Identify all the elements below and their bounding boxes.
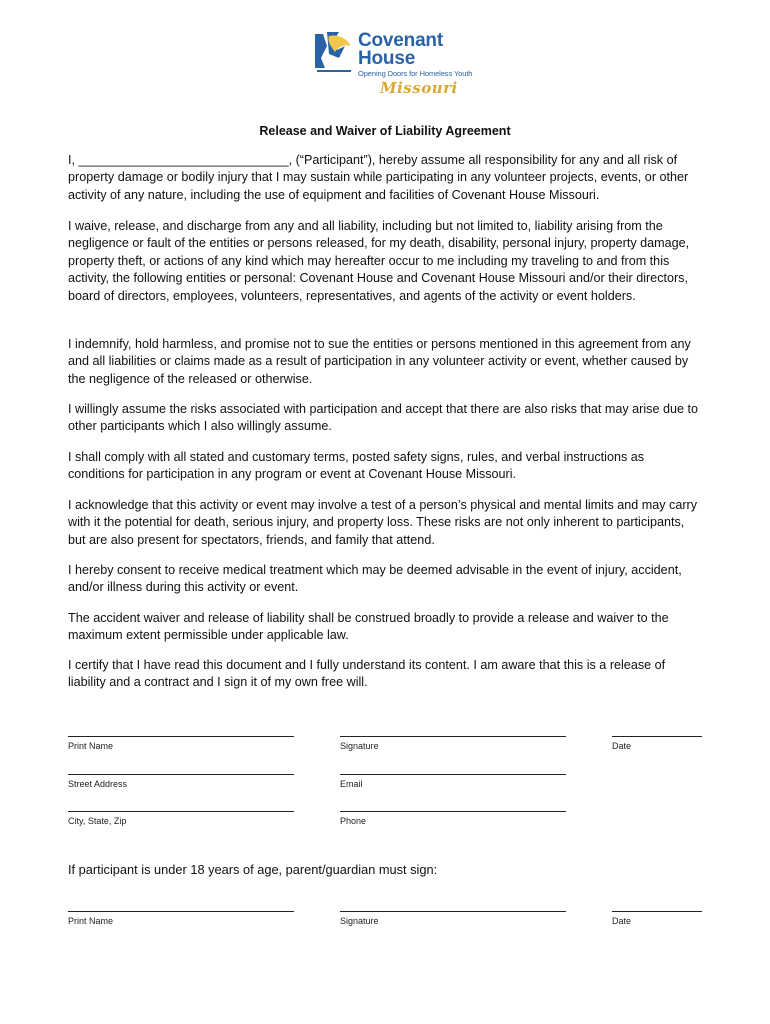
paragraph-participant-assumption: I, ______________________________, (“Participant”), hereby assume all responsibility for any and all risk of property damage or bodily injury that I may sustain while participating in any volunteer projects, events, or other activity of any nature, including the use of equipment and facilities of Covenant House Missouri.	[68, 153, 689, 202]
signature-label: Signature	[340, 741, 379, 751]
email-label: Email	[340, 779, 363, 789]
guardian-signature-line[interactable]	[340, 911, 566, 912]
logo-name-line1: Covenant	[358, 30, 443, 51]
street-address-line[interactable]	[68, 774, 294, 775]
guardian-print-name-label: Print Name	[68, 916, 114, 926]
date-label: Date	[612, 741, 632, 751]
phone-line[interactable]	[340, 811, 566, 812]
city-state-zip-label: City, State, Zip	[68, 816, 127, 826]
logo-name-line2: House	[358, 48, 416, 69]
logo-state: Missouri	[380, 79, 458, 97]
phone-label: Phone	[340, 816, 367, 826]
signature-line[interactable]	[340, 736, 566, 737]
paragraph-construed-broadly: The accident waiver and release of liability shall be construed broadly to provide a release and waiver to the maximum extent permissible under applicable law.	[68, 611, 669, 643]
street-address-label: Street Address	[68, 779, 128, 789]
guardian-date-label: Date	[612, 916, 632, 926]
paragraph-comply: I shall comply with all stated and customary terms, posted safety signs, rules, and verbal instructions as conditions for participation in any program or event at Covenant House Missouri.	[68, 450, 645, 482]
logo-tagline: Opening Doors for Homeless Youth	[358, 69, 473, 78]
dove-emblem-icon	[311, 28, 355, 74]
print-name-line[interactable]	[68, 736, 294, 737]
paragraph-indemnify: I indemnify, hold harmless, and promise not to sue the entities or persons mentioned in this agreement from any and all liabilities or claims made as a result of participation in any volunteer activity or event, whether caused by the negligence of the released or otherwise.	[68, 337, 691, 386]
guardian-signature-label: Signature	[340, 916, 379, 926]
guardian-print-name-line[interactable]	[68, 911, 294, 912]
print-name-label: Print Name	[68, 741, 114, 751]
covenant-house-logo	[303, 20, 473, 106]
date-line[interactable]	[612, 736, 702, 737]
guardian-date-line[interactable]	[612, 911, 702, 912]
paragraph-acknowledge: I acknowledge that this activity or event may involve a test of a person’s physical and mental limits and may carry with it the potential for death, serious injury, and property loss. These risks are not only inherent to participants, but are also present for spectators, friends, and family that attend.	[68, 498, 698, 547]
document-title: Release and Waiver of Liability Agreement	[259, 124, 511, 138]
paragraph-assume-risks: I willingly assume the risks associated with participation and accept that there are also risks that may arise due to other participants which I also willingly assume.	[68, 402, 698, 434]
email-line[interactable]	[340, 774, 566, 775]
paragraph-waiver-release: I waive, release, and discharge from any and all liability, including but not limited to, liability arising from the negligence or fault of the entities or persons released, for my death, disability, personal injury, property damage, property theft, or actions of any kind which may hereafter occur to me including my traveling to and from this activity, the following entities or personal: Covenant House and Covenant House Missouri and/or their directors, board of directors, employees, volunteers, representatives, and agents of the activity or event holders.	[68, 219, 690, 303]
city-state-zip-line[interactable]	[68, 811, 294, 812]
guardian-notice: If participant is under 18 years of age, parent/guardian must sign:	[68, 862, 438, 877]
paragraph-certify: I certify that I have read this document and I fully understand its content. I am aware that this is a release of liability and a contract and I sign it of my own free will.	[68, 658, 666, 690]
paragraph-medical-consent: I hereby consent to receive medical treatment which may be deemed advisable in the event of injury, accident, and/or illness during this activity or event.	[68, 563, 682, 595]
